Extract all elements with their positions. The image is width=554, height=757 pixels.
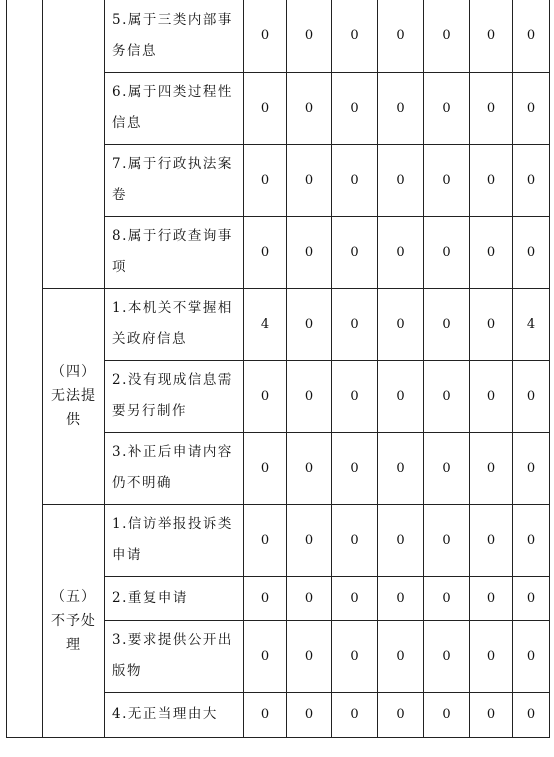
value-cell: 0: [470, 144, 513, 216]
value-cell: 0: [332, 576, 378, 620]
value-cell: 0: [513, 0, 550, 72]
value-cell: 0: [424, 216, 470, 288]
value-cell: 0: [424, 144, 470, 216]
value-cell: 0: [287, 72, 332, 144]
value-cell: 0: [424, 360, 470, 432]
value-cell: 0: [332, 216, 378, 288]
item-label: 7.属于行政执法案卷: [105, 144, 244, 216]
value-cell: 0: [470, 504, 513, 576]
value-cell: 0: [244, 72, 287, 144]
value-cell: 0: [332, 620, 378, 692]
value-cell: 0: [244, 216, 287, 288]
item-label: 8.属于行政查询事项: [105, 216, 244, 288]
value-cell: 0: [378, 576, 424, 620]
value-cell: 0: [332, 288, 378, 360]
value-cell: 0: [470, 288, 513, 360]
category-cell: （四） 无法提 供: [43, 288, 105, 504]
outer-category-cell: [7, 0, 43, 737]
value-cell: 0: [378, 504, 424, 576]
value-cell: 0: [513, 216, 550, 288]
value-cell: 0: [244, 504, 287, 576]
value-cell: 0: [244, 620, 287, 692]
value-cell: 0: [287, 620, 332, 692]
value-cell: 0: [424, 576, 470, 620]
table-row: [7, 0, 550, 72]
table-row: [7, 504, 550, 576]
value-cell: 0: [244, 576, 287, 620]
value-cell: 0: [332, 504, 378, 576]
item-label: 4.无正当理由大: [105, 692, 244, 737]
value-cell: 0: [378, 0, 424, 72]
value-cell: 0: [244, 432, 287, 504]
item-label: 3.要求提供公开出版物: [105, 620, 244, 692]
table-row: [7, 288, 550, 360]
value-cell: 0: [424, 72, 470, 144]
value-cell: 0: [378, 72, 424, 144]
item-label: 5.属于三类内部事务信息: [105, 0, 244, 72]
value-cell: 0: [332, 0, 378, 72]
value-cell: 0: [424, 692, 470, 737]
item-label: 2.重复申请: [105, 576, 244, 620]
value-cell: 0: [287, 576, 332, 620]
value-cell: 0: [470, 0, 513, 72]
value-cell: 0: [332, 432, 378, 504]
value-cell: 0: [378, 288, 424, 360]
value-cell: 0: [287, 288, 332, 360]
value-cell: 0: [378, 144, 424, 216]
value-cell: 0: [332, 72, 378, 144]
value-cell: 0: [513, 504, 550, 576]
value-cell: 0: [244, 692, 287, 737]
item-label: 2.没有现成信息需要另行制作: [105, 360, 244, 432]
value-cell: 0: [287, 692, 332, 737]
value-cell: 0: [287, 360, 332, 432]
value-cell: 0: [470, 576, 513, 620]
item-label: 6.属于四类过程性信息: [105, 72, 244, 144]
value-cell: 4: [244, 288, 287, 360]
value-cell: 0: [287, 216, 332, 288]
value-cell: 0: [513, 144, 550, 216]
value-cell: 4: [513, 288, 550, 360]
item-label: 3.补正后申请内容仍不明确: [105, 432, 244, 504]
value-cell: 0: [470, 216, 513, 288]
value-cell: 0: [378, 620, 424, 692]
item-label: 1.信访举报投诉类申请: [105, 504, 244, 576]
value-cell: 0: [513, 360, 550, 432]
value-cell: 0: [424, 432, 470, 504]
value-cell: 0: [424, 288, 470, 360]
value-cell: 0: [513, 692, 550, 737]
value-cell: 0: [424, 504, 470, 576]
value-cell: 0: [424, 0, 470, 72]
value-cell: 0: [470, 360, 513, 432]
value-cell: 0: [378, 216, 424, 288]
value-cell: 0: [332, 144, 378, 216]
category-cell: [43, 0, 105, 288]
value-cell: 0: [470, 692, 513, 737]
value-cell: 0: [378, 692, 424, 737]
value-cell: 0: [513, 576, 550, 620]
category-cell: （五） 不予处 理: [43, 504, 105, 737]
value-cell: 0: [287, 144, 332, 216]
value-cell: 0: [470, 432, 513, 504]
value-cell: 0: [332, 692, 378, 737]
value-cell: 0: [470, 620, 513, 692]
value-cell: 0: [470, 72, 513, 144]
value-cell: 0: [513, 620, 550, 692]
value-cell: 0: [424, 620, 470, 692]
value-cell: 0: [513, 432, 550, 504]
value-cell: 0: [287, 432, 332, 504]
value-cell: 0: [513, 72, 550, 144]
value-cell: 0: [244, 360, 287, 432]
value-cell: 0: [332, 360, 378, 432]
value-cell: 0: [287, 0, 332, 72]
value-cell: 0: [287, 504, 332, 576]
value-cell: 0: [378, 360, 424, 432]
data-table: [6, 0, 550, 738]
value-cell: 0: [244, 144, 287, 216]
item-label: 1.本机关不掌握相关政府信息: [105, 288, 244, 360]
value-cell: 0: [378, 432, 424, 504]
value-cell: 0: [244, 0, 287, 72]
